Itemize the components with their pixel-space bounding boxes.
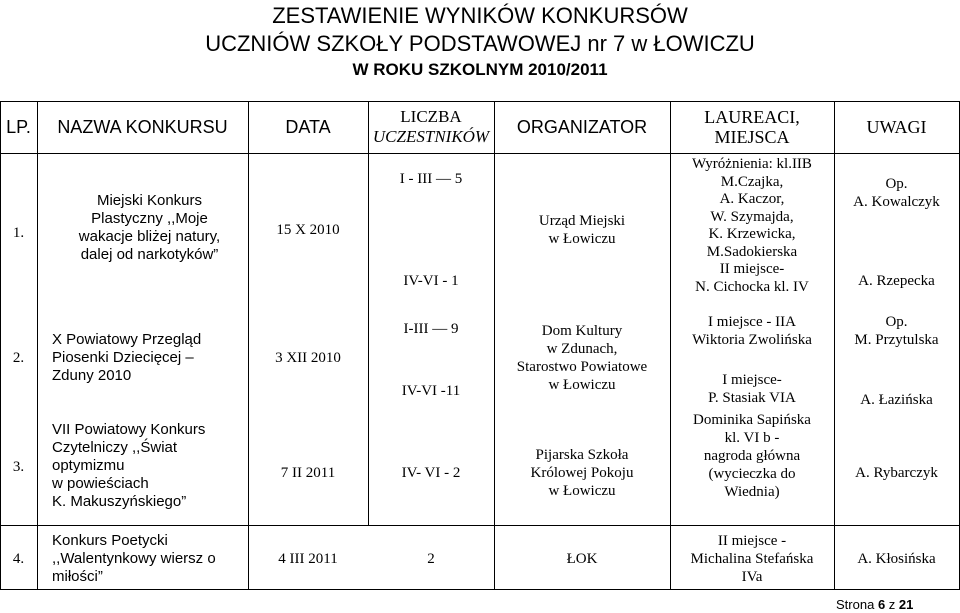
row-3-name: [52, 421, 247, 511]
row-1-notes-a: [834, 175, 959, 211]
row-3-organizer: [494, 446, 670, 500]
row-1-laureate-line: N. Cichocka kl. IV: [695, 278, 809, 295]
page-middle: z: [888, 597, 896, 612]
row-3-laureate-line: Dominika Sapińska: [693, 412, 811, 428]
row-2-lp: 2.: [12, 350, 25, 366]
row-2-note-line: Op.: [885, 314, 908, 330]
header-name: NAZWA KONKURSU: [57, 116, 228, 137]
row-1-name-line: wakacje bliżej natury,: [78, 228, 221, 245]
row-4-name-line: miłości”: [52, 568, 103, 585]
row-4-laureate-line: IVa: [741, 569, 763, 585]
header-laureates: [670, 101, 834, 153]
title-line-1: ZESTAWIENIE WYNIKÓW KONKURSÓW: [272, 3, 688, 28]
row-2-laureate-line: I miejsce-: [722, 372, 782, 388]
header-organizer: ORGANIZATOR: [516, 116, 648, 137]
header-count-line2: UCZESTNIKÓW: [372, 127, 490, 146]
row-1-laureate-line: A. Kaczor,: [719, 191, 785, 207]
row-3-date: 7 II 2011: [280, 465, 336, 481]
row-1-laureate-line: M.Sadokierska: [706, 243, 798, 260]
row-1-note-line: A. Kowalczyk: [853, 194, 940, 210]
row-1-name: [52, 192, 247, 264]
row-3-notes: A. Rybarczyk: [855, 465, 938, 481]
row-4-name: [52, 532, 247, 586]
row-2-notes-a: [834, 313, 959, 349]
row-3-laureate-line: nagroda główna: [703, 448, 801, 464]
row-2-organizer-line: w Łowiczu: [548, 377, 616, 393]
row-2-laureate-b: [670, 371, 834, 407]
row-2-laureate-line: P. Stasiak VIA: [708, 390, 796, 406]
row-2-organizer-line: w Zdunach,: [546, 341, 618, 357]
header-laureates-line2: MIEJSCA: [714, 127, 790, 147]
row-1-name-line: Plastyczny ,,Moje: [91, 210, 208, 227]
row-3-organizer-line: Pijarska Szkoła: [535, 447, 629, 463]
row-3-laureate-line: (wycieczka do: [708, 466, 796, 482]
row-1-count-b: IV-VI - 1: [403, 273, 459, 289]
row-2-laureate-line: I miejsce - IIA: [708, 314, 796, 330]
row-1-note-line: Op.: [885, 176, 908, 192]
header-count: [368, 101, 494, 153]
page-number: [836, 598, 913, 612]
row-4-laureate-line: Michalina Stefańska: [690, 551, 814, 567]
row-3-name-line: K. Makuszyńskiego”: [52, 493, 187, 510]
row-1-lp: 1.: [12, 225, 25, 241]
row-3-laureate-line: kl. VI b -: [724, 430, 780, 446]
row-4-notes: A. Kłosińska: [857, 551, 936, 567]
row-3-count: IV- VI - 2: [401, 465, 461, 481]
page-current: 6: [877, 597, 886, 612]
row-1-laureate-line: Wyróżnienia: kl.IIB: [692, 156, 812, 172]
row-2-name: [52, 331, 247, 385]
row-4-name-line: ,,Walentynkowy wiersz o: [52, 550, 216, 567]
row-1-organizer-line: w Łowiczu: [548, 231, 616, 247]
row-1-name-line: Miejski Konkurs: [96, 192, 203, 209]
row-1-count-a: I - III — 5: [399, 171, 463, 187]
row-4-lp: 4.: [12, 551, 25, 567]
header-laureates-line1: LAUREACI,: [704, 107, 800, 127]
page-prefix: Strona: [836, 597, 875, 612]
row-3-name-line: w powieściach: [52, 475, 149, 492]
row-1-laureate-line: M.Czajka,: [720, 173, 784, 190]
row-1-date: 15 X 2010: [276, 222, 340, 238]
row-4-name-line: Konkurs Poetycki: [52, 532, 168, 549]
row-3-organizer-line: w Łowiczu: [548, 483, 616, 499]
row-1-name-line: dalej od narkotyków”: [80, 246, 219, 263]
header-notes: UWAGI: [866, 117, 927, 137]
row-2-notes-b: A. Łazińska: [860, 392, 933, 408]
row-1-notes-b: A. Rzepecka: [858, 273, 935, 289]
row-2-organizer-line: Dom Kultury: [541, 323, 623, 339]
header-count-line1: LICZBA: [400, 107, 462, 126]
row-4-date: 4 III 2011: [278, 551, 338, 567]
row-3-organizer-line: Królowej Pokoju: [530, 465, 634, 481]
row-2-name-line: X Powiatowy Przegląd: [52, 331, 202, 348]
title-line-3: W ROKU SZKOLNYM 2010/2011: [352, 60, 608, 79]
row-2-organizer: [494, 322, 670, 394]
row-1-laureate-line: II miejsce-: [719, 261, 785, 277]
row-2-name-line: Piosenki Dziecięcej –: [52, 349, 194, 366]
row-4-count: 2: [427, 551, 435, 567]
row-1-organizer: [494, 212, 670, 248]
row-4-organizer: ŁOK: [566, 551, 598, 567]
row-2-count-a: I-III — 9: [403, 321, 459, 337]
row-3-laureates: [670, 411, 834, 501]
row-2-note-line: M. Przytulska: [854, 332, 939, 348]
row-4-laureates: [670, 532, 834, 586]
row-1-laureate-line: W. Szymajda,: [710, 208, 794, 225]
row-3-name-line: Czytelniczy ,,Świat: [52, 439, 178, 456]
row-2-laureate-line: Wiktoria Zwolińska: [692, 332, 812, 348]
row-4-laureate-line: II miejsce -: [717, 533, 787, 549]
row-3-laureate-line: Wiednia): [724, 484, 780, 500]
row-3-name-line: VII Powiatowy Konkurs: [52, 421, 206, 438]
header-date: DATA: [285, 116, 331, 137]
row-2-laureate-a: [670, 313, 834, 349]
row-2-count-b: IV-VI -11: [401, 383, 461, 399]
row-1-organizer-line: Urząd Miejski: [538, 213, 626, 229]
row-3-lp: 3.: [12, 459, 25, 475]
row-2-organizer-line: Starostwo Powiatowe: [516, 359, 648, 375]
row-2-date: 3 XII 2010: [275, 350, 341, 366]
row-1-laureates: [670, 156, 834, 296]
row-1-laureate-line: K. Krzewicka,: [708, 226, 796, 242]
row-2-name-line: Zduny 2010: [52, 367, 132, 384]
header-lp: LP.: [6, 116, 31, 137]
page-total: 21: [898, 597, 914, 612]
title-line-2: UCZNIÓW SZKOŁY PODSTAWOWEJ nr 7 w ŁOWICZU: [205, 31, 755, 56]
row-3-name-line: optymizmu: [52, 457, 125, 474]
